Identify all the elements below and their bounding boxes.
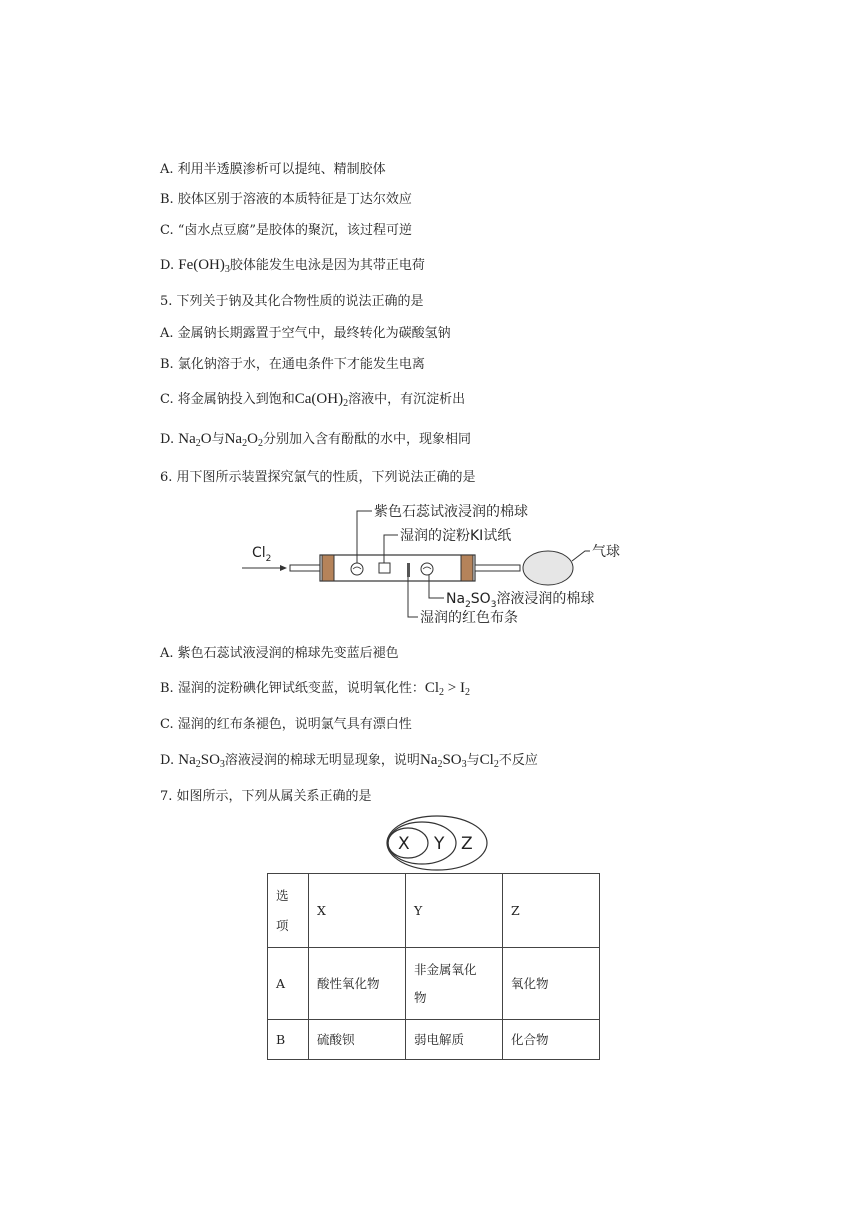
balloon <box>523 551 573 585</box>
q5-option-b: B. 氯化钠溶于水，在通电条件下才能发生电离 <box>160 357 425 372</box>
q4-option-c: C. “卤水点豆腐”是胶体的聚沉，该过程可逆 <box>160 223 413 238</box>
venn-label-x: X <box>398 834 410 854</box>
table-cell: A <box>268 948 309 1020</box>
table-cell: 氧化物 <box>503 948 600 1020</box>
venn-label-z: Z <box>461 834 473 854</box>
table-cell: 非金属氧化物 <box>406 948 503 1020</box>
na2so3-cotton-ball <box>421 563 433 575</box>
inlet-tube <box>290 565 320 571</box>
outlet-tube <box>475 565 520 571</box>
table-cell: 酸性氧化物 <box>309 948 406 1020</box>
label-balloon: 气球 <box>592 544 620 560</box>
table-cell: 化合物 <box>503 1020 600 1060</box>
venn-label-y: Y <box>434 834 445 854</box>
q5-option-d: D. $Na_2O$与$Na_2O_2$分别加入含有酚酞的水中，现象相同 <box>160 431 471 449</box>
table-cell: B <box>268 1020 309 1060</box>
table-row <box>268 1020 600 1060</box>
q6-option-c: C. 湿润的红布条褪色，说明氯气具有漂白性 <box>160 717 412 732</box>
chlorine-apparatus-diagram <box>240 495 640 635</box>
venn-diagram <box>380 810 490 880</box>
q6-stem: 6. 用下图所示装置探究氯气的性质，下列说法正确的是 <box>160 470 476 485</box>
q6-option-b: B. 湿润的淀粉碘化钾试纸变蓝，说明氧化性：$Cl_2 > I_2$ <box>160 680 470 698</box>
glass-tube <box>320 555 475 581</box>
q5-option-c: C. 将金属钠投入到饱和$Ca(OH)_2$溶液中，有沉淀析出 <box>160 391 466 409</box>
label-litmus: 紫色石蕊试液浸润的棉球 <box>374 504 528 520</box>
red-cloth-strip <box>407 563 410 577</box>
table-row <box>268 948 600 1020</box>
cl2-label: $Cl_2$ <box>252 545 272 564</box>
q5-option-a: A. 金属钠长期露置于空气中，最终转化为碳酸氢钠 <box>160 326 451 341</box>
header-cell-x: X <box>309 874 406 948</box>
q5-stem: 5. 下列关于钠及其化合物性质的说法正确的是 <box>160 294 424 309</box>
header-cell-y: Y <box>406 874 503 948</box>
arrow-head-icon <box>280 565 287 571</box>
table-cell: 弱电解质 <box>406 1020 503 1060</box>
ki-paper <box>379 563 390 573</box>
q4-option-b: B. 胶体区别于溶液的本质特征是丁达尔效应 <box>160 192 412 207</box>
label-red-cloth: 湿润的红色布条 <box>420 610 518 626</box>
header-cell-option: 选项 <box>268 874 309 948</box>
left-stopper <box>322 555 334 581</box>
litmus-cotton-ball <box>351 563 363 575</box>
q7-table <box>267 873 600 1060</box>
q7-stem: 7. 如图所示，下列从属关系正确的是 <box>160 789 372 804</box>
q6-option-a: A. 紫色石蕊试液浸润的棉球先变蓝后褪色 <box>160 646 399 661</box>
label-ki-paper: 湿润的淀粉KI试纸 <box>400 528 512 544</box>
table-cell: 硫酸钡 <box>309 1020 406 1060</box>
right-stopper <box>461 555 473 581</box>
table-header-row <box>268 874 600 948</box>
q4-option-d: D. $Fe(OH)_3$胶体能发生电泳是因为其带正电荷 <box>160 257 425 275</box>
q6-option-d: D. $Na_2SO_3$溶液浸润的棉球无明显现象，说明$Na_2SO_3$与$Cl_2$不反应 <box>160 752 538 770</box>
header-cell-z: Z <box>503 874 600 948</box>
q4-option-a: A. 利用半透膜渗析可以提纯、精制胶体 <box>160 162 386 177</box>
label-na2so3: $Na_2SO_3$溶液浸润的棉球 <box>446 591 595 610</box>
